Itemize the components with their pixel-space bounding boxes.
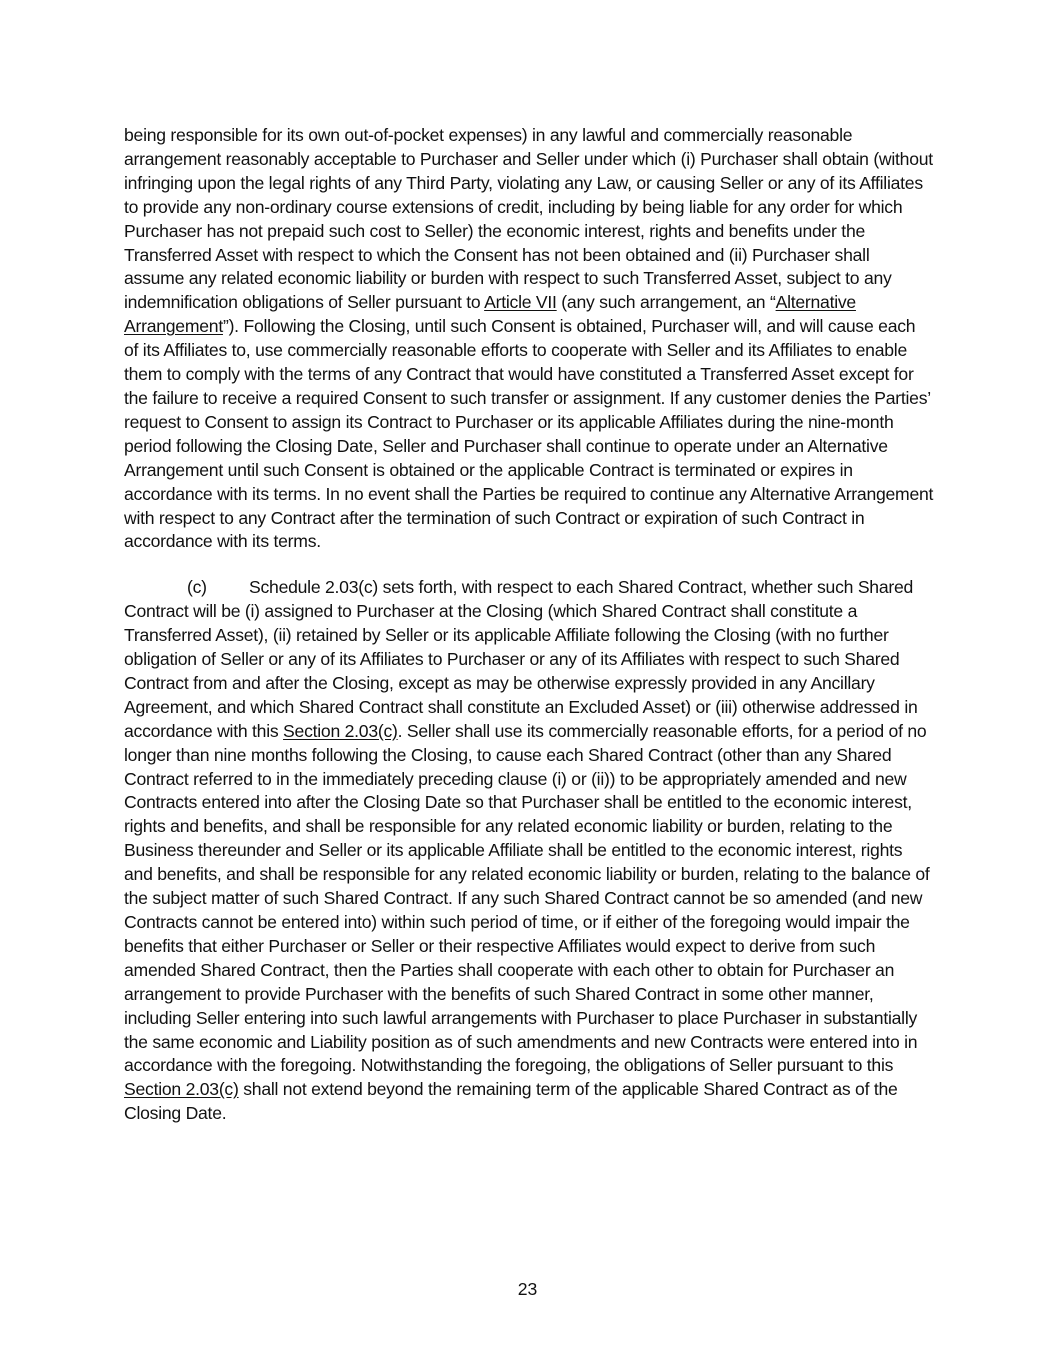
paragraph-text: ”). Following the Closing, until such Consent is obtained, Purchaser will, and will cause each of its Affiliates to, use commercially reasonable efforts to cooperate with Seller and its Affiliates to enable them to comply with the terms of any Contract that would have constituted a Transferred Asset except for the failure to receive a required Consent to such transfer or assignment. If any customer denies the Parties’ request to Consent to assign its Contract to Purchaser or its applicable Affiliates during the nine-month period following the Closing Date, Seller and Purchaser shall continue to operate under an Alternative Arrangement until such Consent is obtained or the applicable Contract is terminated or expires in accordance with its terms. In no event shall the Parties be required to continue any Alternative Arrangement with respect to any Contract after the termination of such Contract or expiration of such Contract in accordance with its terms.: [124, 316, 934, 552]
section-reference: Section 2.03(c): [283, 720, 398, 741]
article-vii-reference: Article VII: [484, 292, 557, 313]
paragraph-text: Schedule 2.03(c) sets forth, with respect to each Shared Contract, whether such Shared Contract will be (i) assigned to Purchaser at the Closing (which Shared Contract shall constitute a Transferred Asset), (ii) retained by Seller or its applicable Affiliate following the Closing (with no further obligation of Seller or any of its Affiliates to Purchaser or any of its Affiliates with respect to such Shared Contract from and after the Closing, except as may be otherwise expressly provided in any Ancillary Agreement, and which Shared Contract shall constitute an Excluded Asset) or (iii) otherwise addressed in accordance with this: [124, 577, 918, 741]
document-body: [124, 124, 934, 1126]
paragraph-text: (any such arrangement, an “: [556, 292, 776, 313]
alternative-arrangement-defined-term: Alternative Arrangement: [124, 292, 856, 337]
clause-label: (c): [187, 577, 207, 598]
paragraph-shared-contracts: [124, 576, 934, 1126]
paragraph-text: . Seller shall use its commercially reasonable efforts, for a period of no longer than nine months following the Closing, to cause each Shared Contract (other than any Shared Contract referred to in the immediately preceding clause (i) or (ii)) to be appropriately amended and new Contracts entered into after the Closing Date so that Purchaser shall be entitled to the economic interest, rights and benefits, and shall be responsible for any related economic liability or burden, relating to the Business thereunder and Seller or its applicable Affiliate shall be entitled to the economic interest, rights and benefits, and shall be responsible for any related economic liability or burden, relating to the balance of the subject matter of such Shared Contract. If any such Shared Contract cannot be so amended (and new Contracts cannot be entered into) within such period of time, or if either of the foregoing would impair the benefits that either Purchaser or Seller or their respective Affiliates would expect to derive from such amended Shared Contract, then the Parties shall cooperate with each other to obtain for Purchaser an arrangement to provide Purchaser with the benefits of such Shared Contract in some other manner, including Seller entering into such lawful arrangements with Purchaser to place Purchaser in substantially the same economic and Liability position as of such amendments and new Contracts were entered into in accordance with the foregoing. Notwithstanding the foregoing, the obligations of Seller pursuant to this: [124, 720, 930, 1076]
page-number: 23: [517, 1279, 538, 1299]
section-reference: Section 2.03(c): [124, 1079, 239, 1100]
paragraph-text: shall not extend beyond the remaining term of the applicable Shared Contract as of the Closing Date.: [124, 1079, 898, 1124]
paragraph-text: being responsible for its own out-of-pocket expenses) in any lawful and commercially reasonable arrangement reasonably acceptable to Purchaser and Seller under which (i) Purchaser shall obtain (without infringing upon the legal rights of any Third Party, violating any Law, or causing Seller or any of its Affiliates to provide any non-ordinary course extensions of credit, including by being liable for any order for which Purchaser has not prepaid such cost to Seller) the economic interest, rights and benefits under the Transferred Asset with respect to which the Consent has not been obtained and (ii) Purchaser shall assume any related economic liability or burden with respect to such Transferred Asset, subject to any indemnification obligations of Seller pursuant to: [124, 125, 933, 313]
paragraph-alternative-arrangement: [124, 124, 934, 554]
